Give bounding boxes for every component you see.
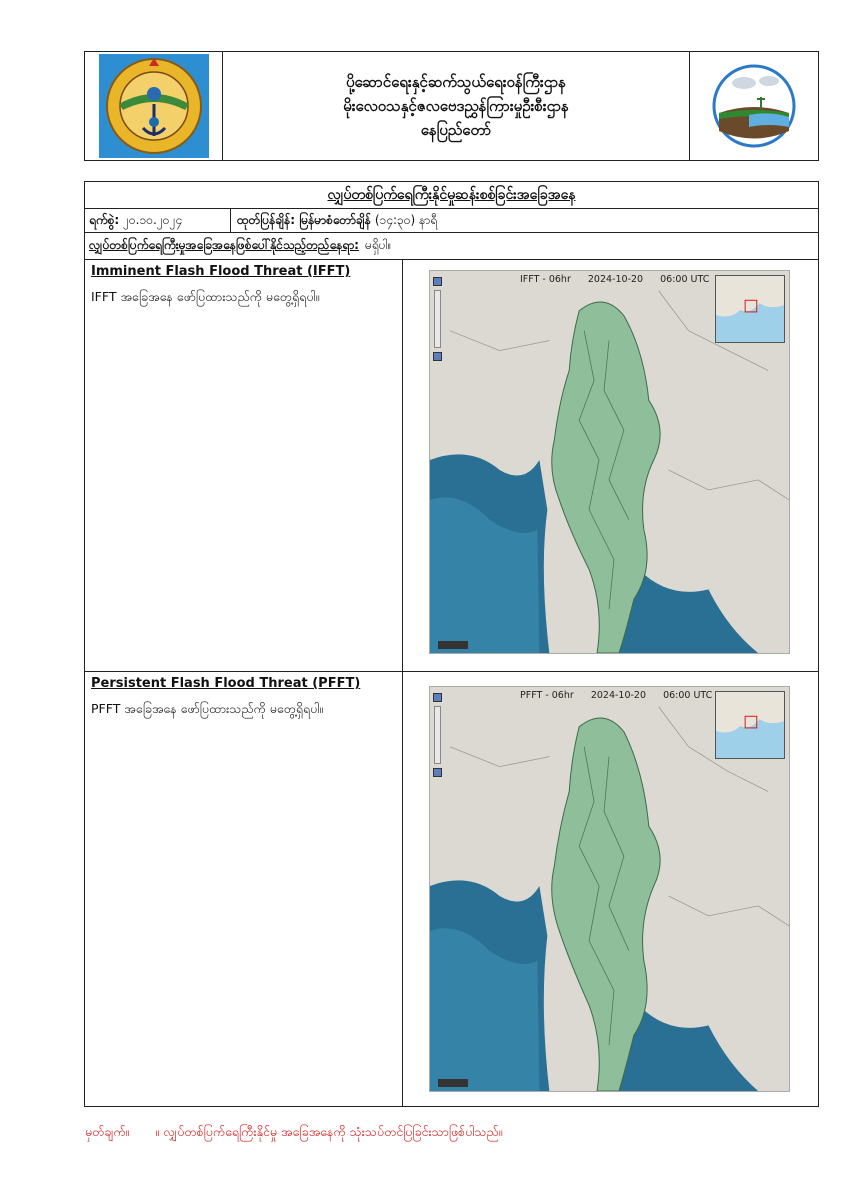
header-title-cell <box>223 52 690 160</box>
footer-note <box>85 1124 502 1143</box>
ifft-title: Imminent Flash Flood Threat (IFFT) <box>91 264 351 279</box>
date-row <box>85 209 818 233</box>
pfft-zoom-out-button[interactable] <box>433 768 442 777</box>
ifft-map <box>429 270 790 654</box>
ifft-zoom-out-button[interactable] <box>433 352 442 361</box>
ifft-zoom-control[interactable] <box>433 277 442 369</box>
issue-time-cell <box>231 212 818 230</box>
ifft-overview-inset <box>715 275 785 343</box>
date-cell <box>85 209 231 232</box>
ifft-map-date: 2024-10-20 <box>587 274 644 285</box>
header-table <box>84 51 819 161</box>
pfft-overview-inset <box>715 691 785 759</box>
issue-time-label: ထုတ်ပြန်ချိန်: မြန်မာစံတော်ချိန် <box>237 212 371 227</box>
ministry-name: ပို့ဆောင်ရေးနှင့်ဆက်သွယ်ရေးဝန်ကြီးဌာန <box>346 73 566 91</box>
pfft-zoom-control[interactable] <box>433 693 442 785</box>
date-label: ရက်စွဲ: <box>89 212 120 227</box>
pfft-zoom-in-button[interactable] <box>433 693 442 702</box>
header-left-logo-cell <box>85 52 223 160</box>
pfft-description-cell <box>85 672 403 1106</box>
report-title-row <box>85 182 818 209</box>
department-name: မိုးလေဝသနှင့်ဇလဗေဒညွှန်ကြားမှုဦးစီးဌာန <box>343 97 569 115</box>
ifft-section <box>85 260 818 672</box>
pfft-map-product: PFFT - 06hr <box>520 690 574 701</box>
issue-time-value: (၁၄:၃၀) နာရီ <box>374 212 438 227</box>
pfft-text: PFFT အခြေအနေ ဖော်ပြထားသည်ကို မတွေ့ရှိရပါ။ <box>91 701 324 716</box>
pfft-zoom-slider[interactable] <box>434 706 441 764</box>
report-title: လျှပ်တစ်ပြက်ရေကြီးနိုင်မှုဆန်းစစ်ခြင်းအခြေအနေ <box>327 186 576 203</box>
ifft-zoom-slider[interactable] <box>434 290 441 348</box>
threat-area-value: မရှိပါ။ <box>364 238 392 252</box>
footer-note-label: မှတ်ချက်။ <box>85 1124 130 1139</box>
pfft-map-cell <box>403 672 818 1106</box>
pfft-map <box>429 686 790 1092</box>
threat-area-row <box>85 233 818 260</box>
pfft-map-date: 2024-10-20 <box>590 690 647 701</box>
ifft-zoom-in-button[interactable] <box>433 277 442 286</box>
date-value: ၂၀.၁၀.၂၀၂၄ <box>123 212 183 227</box>
pfft-scale-bar <box>438 1079 468 1087</box>
ministry-emblem-icon <box>99 54 209 158</box>
header-right-logo-cell <box>690 52 818 160</box>
ifft-scale-bar <box>438 641 468 649</box>
pfft-map-label <box>520 690 726 701</box>
pfft-section <box>85 672 818 1106</box>
ifft-map-cell <box>403 260 818 671</box>
ifft-map-time: 06:00 UTC <box>660 274 710 285</box>
ifft-map-product: IFFT - 06hr <box>520 274 571 285</box>
threat-area-label: လျှပ်တစ်ပြက်ရေကြီးမှုအခြေအနေဖြစ်ပေါ်နိုင်သည့်တည်နေရာ: <box>89 238 359 252</box>
pfft-map-time: 06:00 UTC <box>663 690 713 701</box>
ifft-text: IFFT အခြေအနေ ဖော်ပြထားသည်ကို မတွေ့ရှိရပါ။ <box>91 289 320 304</box>
report-table <box>84 181 819 1107</box>
footer-note-text: ။ လျှပ်တစ်ပြက်ရေကြီးနိုင်မှု အခြေအနေကို သုံးသပ်တင်ပြခြင်းသာဖြစ်ပါသည်။ <box>155 1124 503 1139</box>
hydrology-cycle-icon <box>709 61 799 151</box>
city-name: နေပြည်တော် <box>420 121 492 139</box>
ifft-description-cell <box>85 260 403 671</box>
ifft-map-label <box>520 274 723 285</box>
pfft-title: Persistent Flash Flood Threat (PFFT) <box>91 676 361 691</box>
